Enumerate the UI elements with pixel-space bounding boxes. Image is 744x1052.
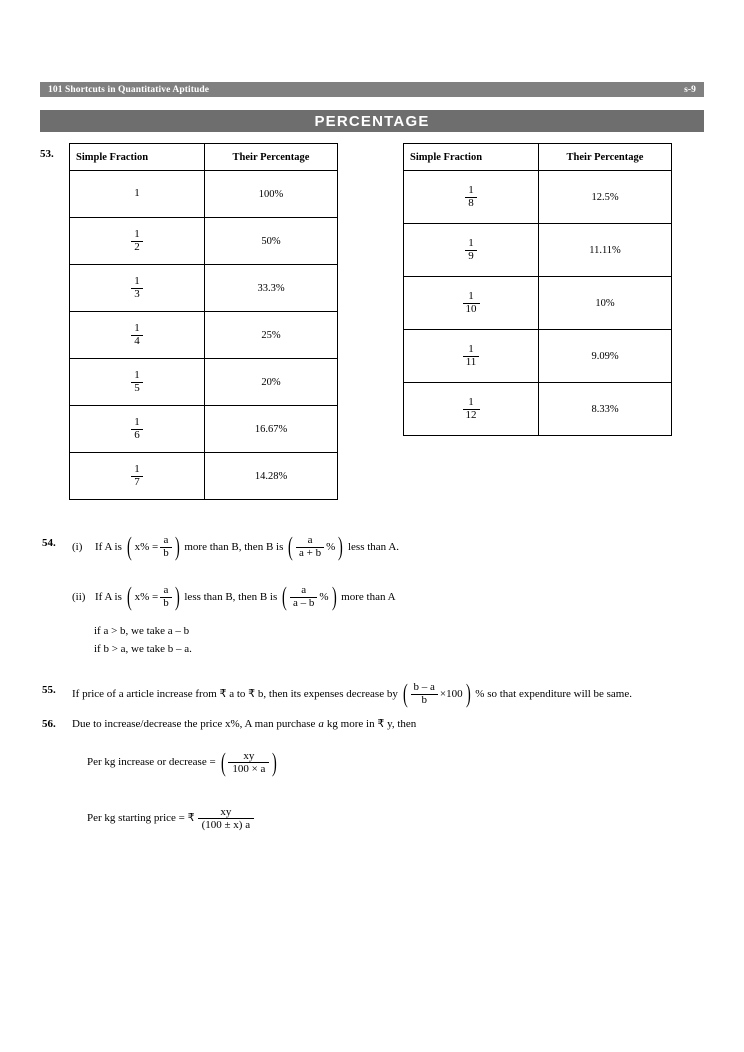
item-number-56: 56. [42,718,56,730]
item-54-note-1: if a > b, we take a – b [94,625,190,637]
item-number-55: 55. [42,684,56,696]
fraction: $\frac{1}{9}$ [465,238,477,262]
table-row [70,218,338,265]
percent-sign: % [319,590,329,603]
left-paren: ( [126,532,132,561]
sub-i-text-1: If A is [95,540,122,553]
fraction-cell [70,312,205,359]
fraction-cell [404,171,539,224]
fraction-a-over-a-plus-b: $\frac{a}{a + b}$ [296,535,324,559]
per-kg-increase-label: Per kg increase or decrease = [87,756,216,769]
expression-xy-over-100a [219,747,279,777]
left-paren: ( [288,532,294,561]
fraction: $\frac{1}{8}$ [465,185,477,209]
sub-i-text-2: more than B, then B is [184,540,284,553]
item-56-italic-a: a [318,718,324,730]
right-paren: ) [272,747,278,777]
fraction-xy-over-100-plusminus-x-a: $\frac{xy}{(100 \pm x) a}$ [198,806,255,831]
column-header-simple-fraction: Simple Fraction [404,144,539,171]
fraction-cell [404,330,539,383]
expression-a-over-a-minus-b-percent [280,582,338,611]
fraction-cell [70,406,205,453]
fraction-a-over-b: $\frac{a}{b}$ [160,585,172,609]
item-56-line-2 [87,747,279,777]
percentage-cell: 14.28% [205,453,338,500]
table-row [404,171,672,224]
fraction-cell [70,453,205,500]
item-number-53: 53. [40,148,54,160]
right-paren: ) [465,679,471,708]
sub-ii-text-2: less than B, then B is [184,590,278,603]
fraction-xy-over-100a: $\frac{xy}{100 \times a}$ [228,750,269,775]
right-paren: ) [338,532,344,561]
left-paren: ( [220,747,226,777]
column-header-simple-fraction: Simple Fraction [70,144,205,171]
table-row [404,330,672,383]
item-56-text-1b: kg more in ₹ y, then [326,718,417,730]
percentage-cell: 20% [205,359,338,406]
book-title: 101 Shortcuts in Quantitative Aptitude [48,84,210,95]
percentage-cell: 8.33% [539,383,672,436]
fraction-cell [70,359,205,406]
percentage-cell: 10% [539,277,672,330]
table-header-row [404,144,672,171]
item-number-54: 54. [42,537,56,549]
sub-ii-text-1: If A is [95,590,122,603]
left-paren: ( [126,582,132,611]
table-row [70,359,338,406]
fraction: $\frac{1}{4}$ [131,323,143,347]
fraction: $\frac{1}{5}$ [131,370,143,394]
fraction: $\frac{1}{3}$ [131,276,143,300]
fraction-cell [404,383,539,436]
fraction-cell [404,224,539,277]
fraction-a-over-a-minus-b: $\frac{a}{a - b}$ [290,585,317,609]
percent-sign: % [326,540,336,553]
table-row [70,312,338,359]
fraction-cell [70,171,205,218]
percentage-cell: 100% [205,171,338,218]
table-row [404,383,672,436]
right-paren: ) [331,582,337,611]
page-header-bar [40,82,704,97]
table-row [70,171,338,218]
fraction: $\frac{1}{2}$ [131,229,143,253]
sub-label-i: (i) [72,540,83,553]
sub-label-ii: (ii) [72,590,86,603]
item-54-sub-ii [72,582,396,611]
item-55-content [72,679,632,708]
item-56-line-1 [72,717,416,732]
multiply-100: ×100 [439,687,463,700]
fraction-cell [404,277,539,330]
right-paren: ) [174,582,180,611]
percentage-cell: 25% [205,312,338,359]
fraction-b-minus-a-over-b: $\frac{b - a}{b}$ [411,682,438,706]
fraction-cell [70,218,205,265]
table-row [404,224,672,277]
section-title [40,110,704,132]
sub-i-text-3: less than A. [347,540,400,553]
percentage-cell: 12.5% [539,171,672,224]
x-percent-equals: x% = [134,540,159,553]
fraction: $\frac{1}{7}$ [131,464,143,488]
table-header-row [70,144,338,171]
expression-x-percent-equals-a-over-b [125,532,181,561]
item-56-text-1a: Due to increase/decrease the price x%, A man purchase [72,718,316,730]
item-55-text-1: If price of a article increase from ₹ a to ₹ b, then its expenses decrease by [72,687,398,700]
table-row [70,265,338,312]
fraction-percentage-table-left [69,143,338,500]
fraction: $\frac{1}{10}$ [463,291,480,315]
percentage-cell: 16.67% [205,406,338,453]
left-paren: ( [402,679,408,708]
fraction: $\frac{1}{12}$ [463,397,480,421]
sub-ii-text-3: more than A [341,590,396,603]
column-header-their-percentage: Their Percentage [205,144,338,171]
percentage-cell: 9.09% [539,330,672,383]
fraction: $\frac{1}{6}$ [131,417,143,441]
expression-a-over-a-plus-b-percent [286,532,345,561]
fraction-a-over-b: $\frac{a}{b}$ [160,535,172,559]
left-paren: ( [282,582,287,611]
percentage-cell: 33.3% [205,265,338,312]
table-row [70,406,338,453]
table-row [404,277,672,330]
fraction: $\frac{1}{11}$ [463,344,480,368]
item-55-text-2: % so that expenditure will be same. [475,687,632,700]
percentage-cell: 11.11% [539,224,672,277]
item-54-sub-i [72,532,400,561]
page-number: s-9 [684,84,696,95]
table-row [70,453,338,500]
column-header-their-percentage: Their Percentage [539,144,672,171]
fraction-cell [70,265,205,312]
fraction-whole: 1 [134,187,140,200]
x-percent-equals: x% = [134,590,159,603]
section-title-text: PERCENTAGE [314,112,430,130]
expression-b-minus-a-over-b-times-100 [401,679,472,708]
expression-x-percent-equals-a-over-b [125,582,181,611]
item-56-line-3 [87,806,254,831]
right-paren: ) [174,532,180,561]
fraction-percentage-table-right [403,143,672,436]
percentage-cell: 50% [205,218,338,265]
per-kg-starting-price-label: Per kg starting price = ₹ [87,812,195,825]
item-54-note-2: if b > a, we take b – a. [94,643,192,655]
